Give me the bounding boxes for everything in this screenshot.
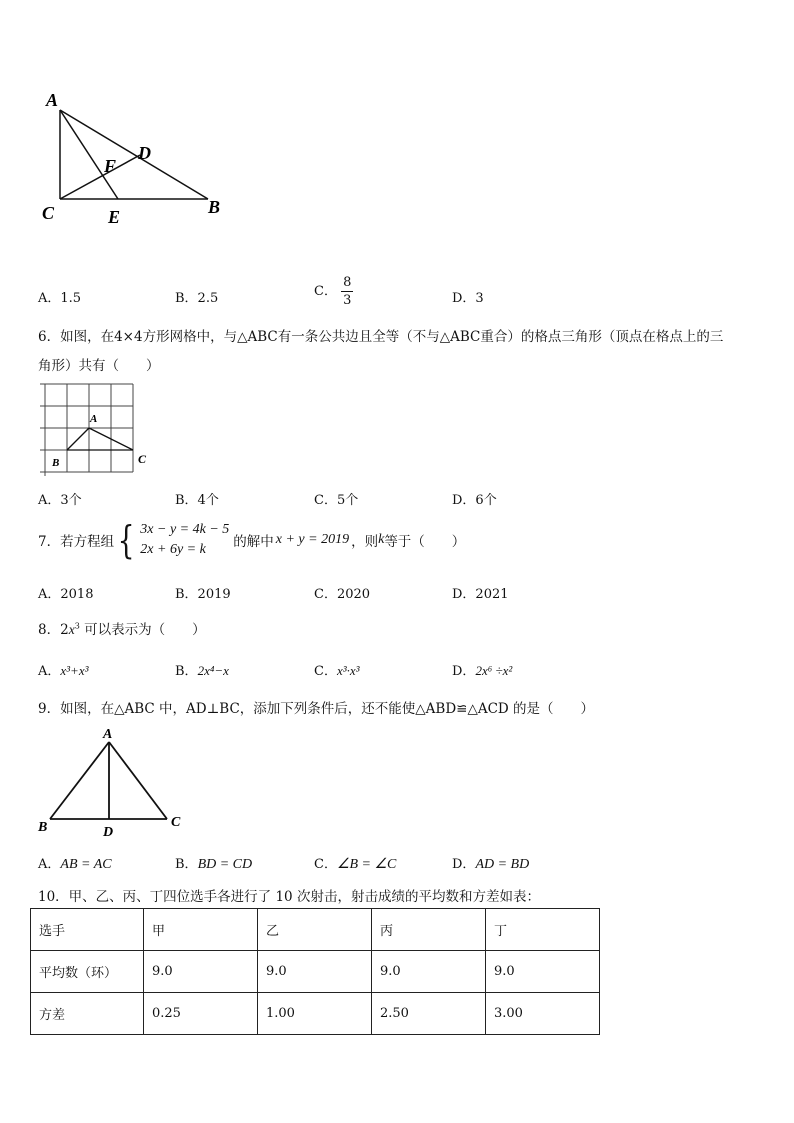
table-cell: 1.00 [258,993,372,1035]
q7-equation-2: 2x + 6y = k [140,542,206,557]
q5-label-f: F [104,156,117,176]
q5-triangle-figure [36,88,236,228]
q5-seg-ab [60,110,208,199]
table-header-cell: 丁 [486,909,600,951]
q9-label-b: B [38,820,48,835]
q6-question-line1: 6．如图，在4×4方形网格中，与△ABC有一条公共边且全等（不与△ABC重合）的格点三角形（顶点在格点上的三 [38,329,724,345]
q5-seg-cd [60,155,140,199]
q9-seg-ab [50,742,109,819]
q6-question-line2: 角形）共有（ ） [38,358,160,374]
q8-option-c[interactable] [314,660,360,679]
q9-option-c-expr: ∠B = ∠C [336,857,397,872]
q9-option-a[interactable] [38,853,112,873]
table-cell: 平均数（环） [31,951,144,993]
q9-label-c: C [171,815,181,830]
table-row [31,951,600,993]
q9-label-d: D [103,825,114,840]
q8-option-a-label: A． [38,664,61,679]
q9-option-b-expr: BD = CD [197,857,253,872]
q6-grid-figure [36,380,156,476]
table-cell: 9.0 [258,951,372,993]
table-header-cell: 丙 [372,909,486,951]
q5-option-b[interactable]: B．2.5 [175,291,219,306]
q6-label-c: C [138,452,147,466]
q8-exponent: 3 [74,621,80,631]
q8-base: x [68,622,75,637]
q8-option-d-expr: 2x⁶ ÷x² [475,663,513,678]
table-header-cell: 乙 [258,909,372,951]
q10-score-table [30,908,600,1035]
table-cell: 9.0 [486,951,600,993]
q8-option-c-label: C． [314,664,337,679]
table-cell: 2.50 [372,993,486,1035]
q7-equation-1: 3x − y = 4k − 5 [140,522,230,537]
table-header-cell: 选手 [31,909,144,951]
q8-option-d-label: D． [452,664,476,679]
q6-label-a: A [90,413,98,425]
q7-equation-system [114,518,230,562]
q8-option-b-label: B． [175,664,198,679]
q8-option-a[interactable] [38,660,89,679]
q9-seg-ac [109,742,167,819]
q9-option-c-label: C． [314,857,337,872]
q6-seg-ba [67,428,89,450]
q10-question: 10．甲、乙、丙、丁四位选手各进行了 10 次射击，射击成绩的平均数和方差如表： [38,889,540,905]
q5-fraction-numerator: 8 [343,275,352,290]
q5-label-b: B [208,197,221,217]
table-cell: 方差 [31,993,144,1035]
table-cell: 0.25 [144,993,258,1035]
q7-option-c[interactable]: C．2020 [314,587,371,602]
q5-option-c-label: C． [314,284,337,299]
q6-option-a[interactable]: A．3个 [38,493,82,508]
q8-option-c-expr: x³·x³ [336,663,360,678]
q5-option-a[interactable]: A．1.5 [38,291,82,306]
q9-label-a: A [103,727,113,742]
q5-label-a: A [46,90,59,110]
q5-option-c-fraction [341,276,353,307]
q8-suffix: 可以表示为（ ） [84,622,206,638]
q7-option-a[interactable]: A．2018 [38,587,94,602]
q9-option-d-expr: AD = BD [475,857,530,872]
q8-option-b-expr: 2x⁴−x [197,663,229,678]
q9-question: 9．如图，在△ABC 中，AD⊥BC，添加下列条件后，还不能使△ABD≌△ACD 的是（ ） [38,701,595,717]
table-header-row [31,909,600,951]
q6-option-d[interactable]: D．6个 [452,493,497,508]
table-row [31,993,600,1035]
q7-suffix-b: 等于（ ） [384,534,466,550]
q5-option-d[interactable]: D．3 [452,291,484,306]
q7-middle: 的解中 [233,534,274,550]
q6-label-b: B [52,457,60,469]
q5-seg-ae [60,110,118,199]
q8-option-a-expr: x³+x³ [60,663,89,678]
table-cell: 3.00 [486,993,600,1035]
table-header-cell: 甲 [144,909,258,951]
q9-option-d[interactable] [452,853,529,873]
table-cell: 9.0 [144,951,258,993]
q9-option-c[interactable] [314,853,396,873]
q6-option-b[interactable]: B．4个 [175,493,219,508]
q6-option-c[interactable]: C．5个 [314,493,359,508]
q9-option-a-label: A． [38,857,61,872]
q7-option-b[interactable]: B．2019 [175,587,231,602]
q5-option-c[interactable] [314,276,353,307]
table-cell: 9.0 [372,951,486,993]
q5-label-e: E [108,207,121,227]
q7-suffix-a: ，则 [351,534,379,550]
q8-option-d[interactable] [452,660,512,679]
q7-option-d[interactable]: D．2021 [452,587,509,602]
q5-fraction-denominator: 3 [343,293,352,308]
q9-triangle-figure [34,722,194,842]
q7-prefix: 7．若方程组 [38,534,115,550]
q7-question [38,518,466,562]
q8-question [38,618,206,638]
q7-var: k [378,532,385,547]
q5-label-c: C [42,203,55,223]
q9-option-b[interactable] [175,853,252,873]
q9-option-b-label: B． [175,857,198,872]
q8-prefix: 8．2 [38,622,69,638]
q7-condition: x + y = 2019 [275,532,350,547]
q8-option-b[interactable] [175,660,229,679]
q9-option-d-label: D． [452,857,476,872]
q7-brace: { [117,518,135,562]
q5-label-d: D [138,143,151,163]
q9-option-a-expr: AB = AC [60,857,112,872]
